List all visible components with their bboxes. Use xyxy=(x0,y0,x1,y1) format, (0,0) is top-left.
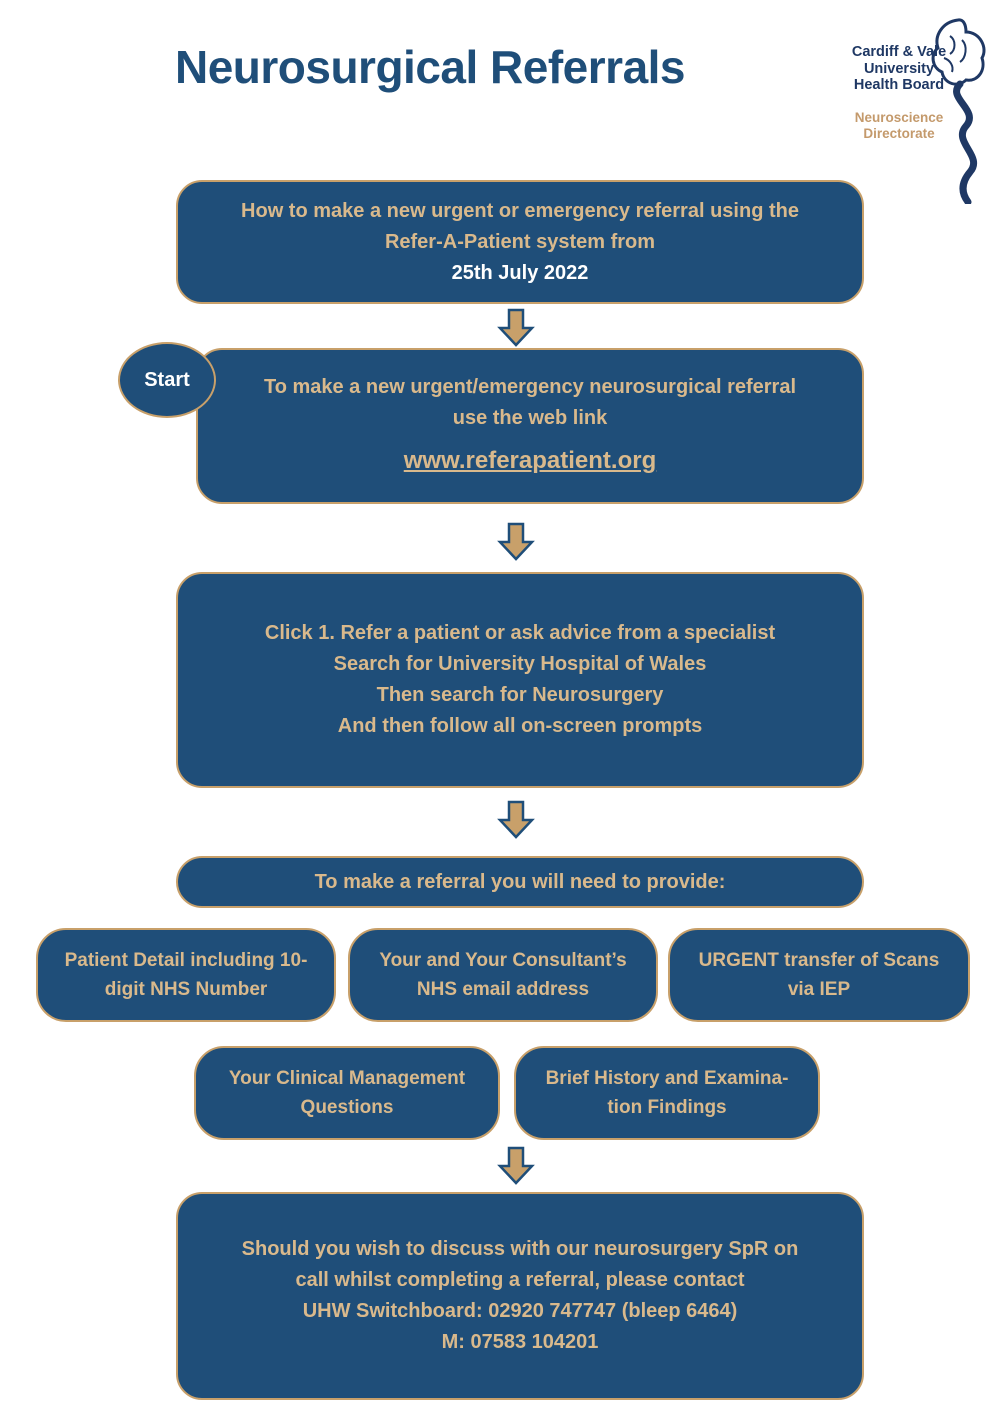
requirement-item-2: Your and Your Consultant’s NHS email address xyxy=(348,928,658,1022)
contact-mobile: M: 07583 104201 xyxy=(441,1331,599,1353)
intro-line-2-prefix: Refer-A-Patient system from xyxy=(384,230,656,253)
instructions-line-1: Click 1. Refer a patient or ask advice from a specialist xyxy=(264,622,776,644)
brain-spine-icon xyxy=(838,6,992,204)
intro-date: 25th July 2022 xyxy=(451,261,589,284)
flow-step-weblink xyxy=(196,348,864,504)
logo-sub-2: Directorate xyxy=(863,125,935,141)
contact-line-2: call whilst completing a referral, please contact xyxy=(295,1269,745,1291)
instructions-line-2: Search for University Hospital of Wales xyxy=(333,653,707,675)
start-node: Start xyxy=(118,342,216,418)
referapatient-link[interactable]: www.referapatient.org xyxy=(403,447,657,475)
requirement-item-5: Brief History and Examina-tion Findings xyxy=(514,1046,820,1140)
contact-switchboard: UHW Switchboard: 02920 747747 (bleep 6464) xyxy=(302,1300,738,1322)
flow-step-intro xyxy=(176,180,864,304)
contact-line-1: Should you wish to discuss with our neurosurgery SpR on xyxy=(241,1238,799,1260)
logo-line-2: University xyxy=(863,60,935,77)
logo-sub-1: Neuroscience xyxy=(854,110,944,125)
weblink-line-1: To make a new urgent/emergency neurosurgical referral xyxy=(263,376,797,399)
requirement-item-3: URGENT transfer of Scans via IEP xyxy=(668,928,970,1022)
weblink-line-2: use the web link xyxy=(452,407,608,430)
arrow-down-4 xyxy=(496,1146,536,1186)
arrow-down-2 xyxy=(496,522,536,562)
health-board-logo xyxy=(838,6,992,204)
page-title: Neurosurgical Referrals xyxy=(174,41,686,93)
logo-line-3: Health Board xyxy=(853,77,945,94)
intro-line-2 xyxy=(196,227,844,289)
instructions-line-3: Then search for Neurosurgery xyxy=(376,684,664,706)
logo-subtitle xyxy=(844,110,954,141)
instructions-line-4: And then follow all on-screen prompts xyxy=(337,715,703,737)
flow-step-instructions xyxy=(176,572,864,788)
arrow-down-3 xyxy=(496,800,536,840)
logo-title xyxy=(844,44,954,94)
logo-line-1: Cardiff & Vale xyxy=(851,44,947,60)
intro-line-1: How to make a new urgent or emergency referral using the xyxy=(241,199,799,222)
requirement-item-4: Your Clinical Management Questions xyxy=(194,1046,500,1140)
requirement-item-1: Patient Detail including 10-digit NHS Number xyxy=(36,928,336,1022)
arrow-down-1 xyxy=(496,308,536,348)
flow-step-contact xyxy=(176,1192,864,1400)
flow-step-requirements-heading: To make a referral you will need to provide: xyxy=(176,856,864,908)
